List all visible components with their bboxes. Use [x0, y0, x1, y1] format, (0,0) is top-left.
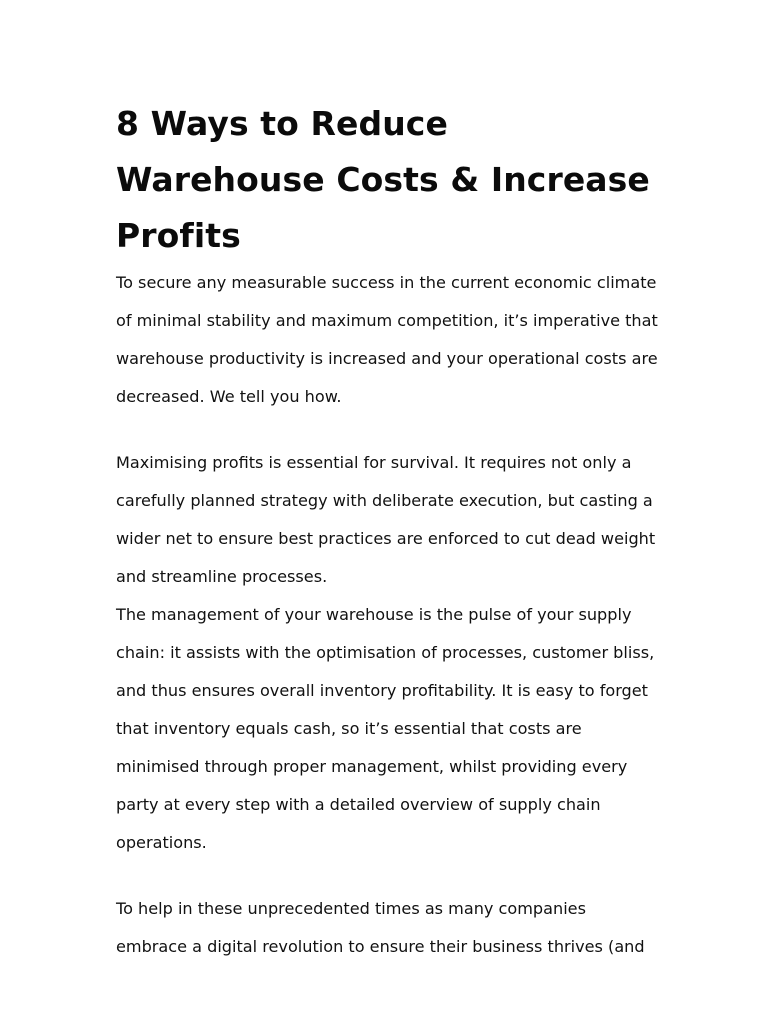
document-title: 8 Ways to Reduce Warehouse Costs & Increase Profits [116, 104, 650, 255]
paragraph-intro: To secure any measurable success in the current economic climate of minimal stability and maximum competition, it’s imperative that warehouse productivity is increased and your operational costs are decreased. We tell you how. [116, 273, 658, 406]
paragraph-maximising-profits: Maximising profits is essential for survival. It requires not only a carefully planned strategy with deliberate execution, but casting a wider net to ensure best practices are enforced to cut dead weight and streamline processes. [116, 453, 656, 586]
paragraph-digital-revolution: To help in these unprecedented times as many companies embrace a digital revolution to ensure their business thrives (and [116, 899, 645, 956]
document-page [116, 96, 661, 966]
paragraph-warehouse-management: The management of your warehouse is the pulse of your supply chain: it assists with the optimisation of processes, customer bliss, and thus ensures overall inventory profitability. It is easy to forget that inventory equals cash, so it’s essential that costs are minimised through proper management, whilst providing every party at every step with a detailed overview of supply chain operations. [116, 605, 655, 852]
